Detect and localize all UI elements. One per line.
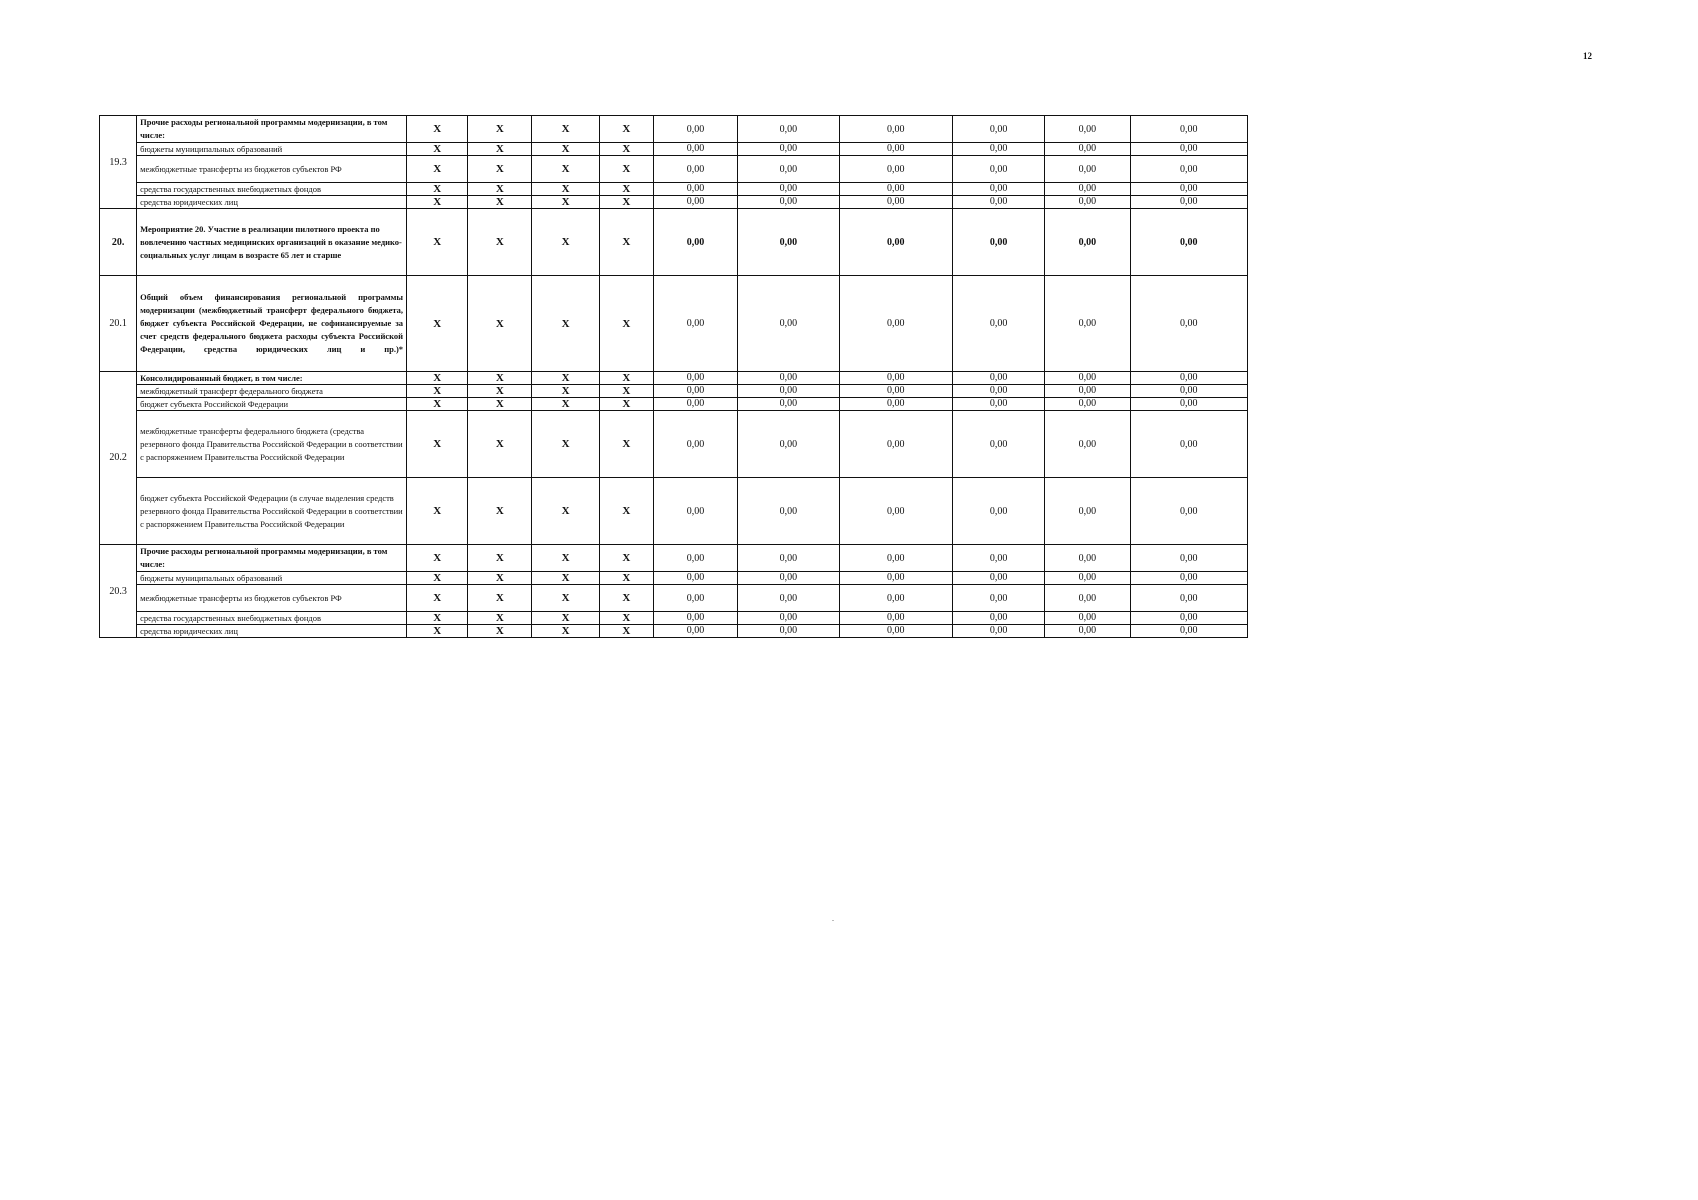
not-applicable-cell: X: [599, 411, 653, 478]
amount-cell: 0,00: [839, 398, 952, 411]
not-applicable-cell: X: [599, 209, 653, 276]
not-applicable-cell: X: [599, 545, 653, 572]
amount-cell: 0,00: [653, 116, 737, 143]
not-applicable-cell: X: [532, 545, 599, 572]
not-applicable-cell: X: [407, 411, 468, 478]
amount-cell: 0,00: [653, 196, 737, 209]
not-applicable-cell: X: [532, 143, 599, 156]
amount-cell: 0,00: [738, 385, 839, 398]
not-applicable-cell: X: [468, 572, 532, 585]
amount-cell: 0,00: [1045, 625, 1130, 638]
amount-cell: 0,00: [738, 209, 839, 276]
not-applicable-cell: X: [532, 625, 599, 638]
amount-cell: 0,00: [738, 545, 839, 572]
amount-cell: 0,00: [1130, 143, 1247, 156]
amount-cell: 0,00: [738, 411, 839, 478]
amount-cell: 0,00: [1130, 625, 1247, 638]
table-row: [100, 545, 1248, 572]
amount-cell: 0,00: [1045, 572, 1130, 585]
amount-cell: 0,00: [653, 156, 737, 183]
amount-cell: 0,00: [653, 478, 737, 545]
not-applicable-cell: X: [407, 143, 468, 156]
amount-cell: 0,00: [952, 478, 1044, 545]
row-description-cell: средства юридических лиц: [137, 196, 407, 209]
amount-cell: 0,00: [1130, 478, 1247, 545]
amount-cell: 0,00: [1130, 545, 1247, 572]
not-applicable-cell: X: [407, 156, 468, 183]
amount-cell: 0,00: [839, 385, 952, 398]
amount-cell: 0,00: [738, 398, 839, 411]
amount-cell: 0,00: [952, 143, 1044, 156]
not-applicable-cell: X: [468, 545, 532, 572]
not-applicable-cell: X: [468, 385, 532, 398]
not-applicable-cell: X: [468, 196, 532, 209]
amount-cell: 0,00: [653, 143, 737, 156]
amount-cell: 0,00: [1045, 545, 1130, 572]
not-applicable-cell: X: [532, 385, 599, 398]
table-row: [100, 372, 1248, 385]
not-applicable-cell: X: [532, 372, 599, 385]
not-applicable-cell: X: [532, 478, 599, 545]
amount-cell: 0,00: [738, 625, 839, 638]
amount-cell: 0,00: [653, 585, 737, 612]
amount-cell: 0,00: [738, 612, 839, 625]
not-applicable-cell: X: [599, 276, 653, 372]
amount-cell: 0,00: [1045, 478, 1130, 545]
amount-cell: 0,00: [952, 625, 1044, 638]
amount-cell: 0,00: [1130, 612, 1247, 625]
row-description-cell: Мероприятие 20. Участие в реализации пилотного проекта по вовлечению частных медицинских организаций в оказание медико-социальных услуг лицам в возрасте 65 лет и старше: [137, 209, 407, 276]
not-applicable-cell: X: [407, 183, 468, 196]
table-row: [100, 143, 1248, 156]
amount-cell: 0,00: [1045, 143, 1130, 156]
table-row: [100, 209, 1248, 276]
item-number-cell: 20.: [100, 209, 137, 276]
not-applicable-cell: X: [532, 572, 599, 585]
amount-cell: 0,00: [738, 572, 839, 585]
amount-cell: 0,00: [1130, 372, 1247, 385]
amount-cell: 0,00: [738, 276, 839, 372]
not-applicable-cell: X: [468, 209, 532, 276]
amount-cell: 0,00: [1045, 411, 1130, 478]
amount-cell: 0,00: [653, 572, 737, 585]
not-applicable-cell: X: [599, 372, 653, 385]
not-applicable-cell: X: [599, 183, 653, 196]
not-applicable-cell: X: [532, 585, 599, 612]
not-applicable-cell: X: [599, 156, 653, 183]
amount-cell: 0,00: [839, 116, 952, 143]
table-row: [100, 398, 1248, 411]
amount-cell: 0,00: [1045, 196, 1130, 209]
row-description-cell: Консолидированный бюджет, в том числе:: [137, 372, 407, 385]
not-applicable-cell: X: [599, 398, 653, 411]
not-applicable-cell: X: [599, 385, 653, 398]
not-applicable-cell: X: [407, 585, 468, 612]
amount-cell: 0,00: [1130, 411, 1247, 478]
not-applicable-cell: X: [468, 411, 532, 478]
not-applicable-cell: X: [468, 116, 532, 143]
not-applicable-cell: X: [599, 572, 653, 585]
row-description-cell: межбюджетные трансферты из бюджетов субъектов РФ: [137, 156, 407, 183]
not-applicable-cell: X: [599, 116, 653, 143]
row-description-cell: межбюджетный трансферт федерального бюджета: [137, 385, 407, 398]
not-applicable-cell: X: [468, 625, 532, 638]
table-row: [100, 385, 1248, 398]
table-row: [100, 585, 1248, 612]
row-description-cell: бюджет субъекта Российской Федерации (в случае выделения средств резервного фонда Правительства Российской Федерации в соответствии с распоряжением Правительства Российской Федерации: [137, 478, 407, 545]
amount-cell: 0,00: [839, 372, 952, 385]
amount-cell: 0,00: [952, 385, 1044, 398]
not-applicable-cell: X: [532, 209, 599, 276]
not-applicable-cell: X: [407, 572, 468, 585]
not-applicable-cell: X: [407, 116, 468, 143]
amount-cell: 0,00: [839, 585, 952, 612]
amount-cell: 0,00: [738, 143, 839, 156]
not-applicable-cell: X: [599, 143, 653, 156]
amount-cell: 0,00: [653, 545, 737, 572]
scan-speck: [832, 920, 834, 921]
amount-cell: 0,00: [1130, 398, 1247, 411]
item-number-cell: 20.3: [100, 545, 137, 638]
amount-cell: 0,00: [1130, 585, 1247, 612]
row-description-cell: бюджеты муниципальных образований: [137, 143, 407, 156]
amount-cell: 0,00: [839, 196, 952, 209]
amount-cell: 0,00: [952, 372, 1044, 385]
amount-cell: 0,00: [1045, 209, 1130, 276]
amount-cell: 0,00: [653, 385, 737, 398]
amount-cell: 0,00: [653, 625, 737, 638]
not-applicable-cell: X: [468, 276, 532, 372]
row-description-cell: бюджеты муниципальных образований: [137, 572, 407, 585]
amount-cell: 0,00: [1045, 276, 1130, 372]
not-applicable-cell: X: [468, 612, 532, 625]
amount-cell: 0,00: [839, 209, 952, 276]
amount-cell: 0,00: [839, 143, 952, 156]
not-applicable-cell: X: [532, 411, 599, 478]
table-row: [100, 183, 1248, 196]
amount-cell: 0,00: [1045, 398, 1130, 411]
row-description-cell: бюджет субъекта Российской Федерации: [137, 398, 407, 411]
amount-cell: 0,00: [653, 372, 737, 385]
amount-cell: 0,00: [1130, 572, 1247, 585]
financing-table: [99, 115, 1248, 638]
not-applicable-cell: X: [407, 372, 468, 385]
not-applicable-cell: X: [407, 625, 468, 638]
amount-cell: 0,00: [839, 411, 952, 478]
not-applicable-cell: X: [532, 398, 599, 411]
not-applicable-cell: X: [468, 183, 532, 196]
amount-cell: 0,00: [1130, 183, 1247, 196]
row-description-cell: Общий объем финансирования региональной программы модернизации (межбюджетный трансферт федерального бюджета, бюджет субъекта Российской Федерации, не софинансируемые за счет средств федерального бюджета расходы субъекта Российской Федерации, средства юридических лиц и пр.)*: [137, 276, 407, 372]
amount-cell: 0,00: [653, 183, 737, 196]
amount-cell: 0,00: [952, 398, 1044, 411]
amount-cell: 0,00: [653, 209, 737, 276]
amount-cell: 0,00: [1045, 612, 1130, 625]
not-applicable-cell: X: [468, 398, 532, 411]
amount-cell: 0,00: [952, 183, 1044, 196]
amount-cell: 0,00: [952, 411, 1044, 478]
amount-cell: 0,00: [738, 156, 839, 183]
amount-cell: 0,00: [839, 545, 952, 572]
amount-cell: 0,00: [1130, 385, 1247, 398]
table-row: [100, 196, 1248, 209]
table-row: [100, 625, 1248, 638]
amount-cell: 0,00: [839, 276, 952, 372]
item-number-cell: 20.1: [100, 276, 137, 372]
table-row: [100, 116, 1248, 143]
row-description-cell: межбюджетные трансферты федерального бюджета (средства резервного фонда Правительства Российской Федерации в соответствии с распоряжением Правительства Российской Федерации: [137, 411, 407, 478]
amount-cell: 0,00: [1045, 372, 1130, 385]
amount-cell: 0,00: [738, 372, 839, 385]
amount-cell: 0,00: [952, 116, 1044, 143]
not-applicable-cell: X: [532, 183, 599, 196]
not-applicable-cell: X: [599, 612, 653, 625]
amount-cell: 0,00: [952, 156, 1044, 183]
not-applicable-cell: X: [599, 625, 653, 638]
page-number: 12: [1583, 51, 1592, 61]
not-applicable-cell: X: [532, 196, 599, 209]
not-applicable-cell: X: [532, 612, 599, 625]
amount-cell: 0,00: [1045, 183, 1130, 196]
not-applicable-cell: X: [407, 209, 468, 276]
amount-cell: 0,00: [738, 183, 839, 196]
amount-cell: 0,00: [653, 411, 737, 478]
not-applicable-cell: X: [468, 143, 532, 156]
amount-cell: 0,00: [653, 398, 737, 411]
row-description-cell: межбюджетные трансферты из бюджетов субъектов РФ: [137, 585, 407, 612]
not-applicable-cell: X: [407, 196, 468, 209]
not-applicable-cell: X: [599, 478, 653, 545]
item-number-cell: 20.2: [100, 372, 137, 545]
amount-cell: 0,00: [839, 572, 952, 585]
not-applicable-cell: X: [468, 372, 532, 385]
amount-cell: 0,00: [1130, 116, 1247, 143]
row-description-cell: средства юридических лиц: [137, 625, 407, 638]
table-body: [100, 116, 1248, 638]
not-applicable-cell: X: [407, 612, 468, 625]
not-applicable-cell: X: [468, 478, 532, 545]
table-row: [100, 612, 1248, 625]
not-applicable-cell: X: [407, 385, 468, 398]
amount-cell: 0,00: [952, 276, 1044, 372]
amount-cell: 0,00: [1130, 196, 1247, 209]
not-applicable-cell: X: [599, 585, 653, 612]
table-row: [100, 276, 1248, 372]
amount-cell: 0,00: [738, 478, 839, 545]
amount-cell: 0,00: [1130, 156, 1247, 183]
amount-cell: 0,00: [1045, 116, 1130, 143]
not-applicable-cell: X: [532, 276, 599, 372]
amount-cell: 0,00: [952, 545, 1044, 572]
table-row: [100, 411, 1248, 478]
not-applicable-cell: X: [468, 156, 532, 183]
amount-cell: 0,00: [1130, 276, 1247, 372]
amount-cell: 0,00: [738, 116, 839, 143]
amount-cell: 0,00: [839, 612, 952, 625]
row-description-cell: средства государственных внебюджетных фондов: [137, 612, 407, 625]
table-row: [100, 478, 1248, 545]
not-applicable-cell: X: [468, 585, 532, 612]
amount-cell: 0,00: [738, 585, 839, 612]
amount-cell: 0,00: [952, 572, 1044, 585]
table-row: [100, 572, 1248, 585]
amount-cell: 0,00: [1130, 209, 1247, 276]
amount-cell: 0,00: [1045, 156, 1130, 183]
amount-cell: 0,00: [839, 156, 952, 183]
amount-cell: 0,00: [1045, 385, 1130, 398]
row-description-cell: Прочие расходы региональной программы модернизации, в том числе:: [137, 545, 407, 572]
amount-cell: 0,00: [952, 612, 1044, 625]
not-applicable-cell: X: [532, 116, 599, 143]
amount-cell: 0,00: [653, 276, 737, 372]
not-applicable-cell: X: [407, 398, 468, 411]
not-applicable-cell: X: [599, 196, 653, 209]
not-applicable-cell: X: [407, 545, 468, 572]
amount-cell: 0,00: [653, 612, 737, 625]
table-row: [100, 156, 1248, 183]
amount-cell: 0,00: [952, 196, 1044, 209]
amount-cell: 0,00: [738, 196, 839, 209]
amount-cell: 0,00: [952, 209, 1044, 276]
not-applicable-cell: X: [532, 156, 599, 183]
amount-cell: 0,00: [839, 625, 952, 638]
item-number-cell: 19.3: [100, 116, 137, 209]
amount-cell: 0,00: [839, 478, 952, 545]
amount-cell: 0,00: [839, 183, 952, 196]
not-applicable-cell: X: [407, 478, 468, 545]
amount-cell: 0,00: [952, 585, 1044, 612]
row-description-cell: Прочие расходы региональной программы модернизации, в том числе:: [137, 116, 407, 143]
amount-cell: 0,00: [1045, 585, 1130, 612]
row-description-cell: средства государственных внебюджетных фондов: [137, 183, 407, 196]
not-applicable-cell: X: [407, 276, 468, 372]
